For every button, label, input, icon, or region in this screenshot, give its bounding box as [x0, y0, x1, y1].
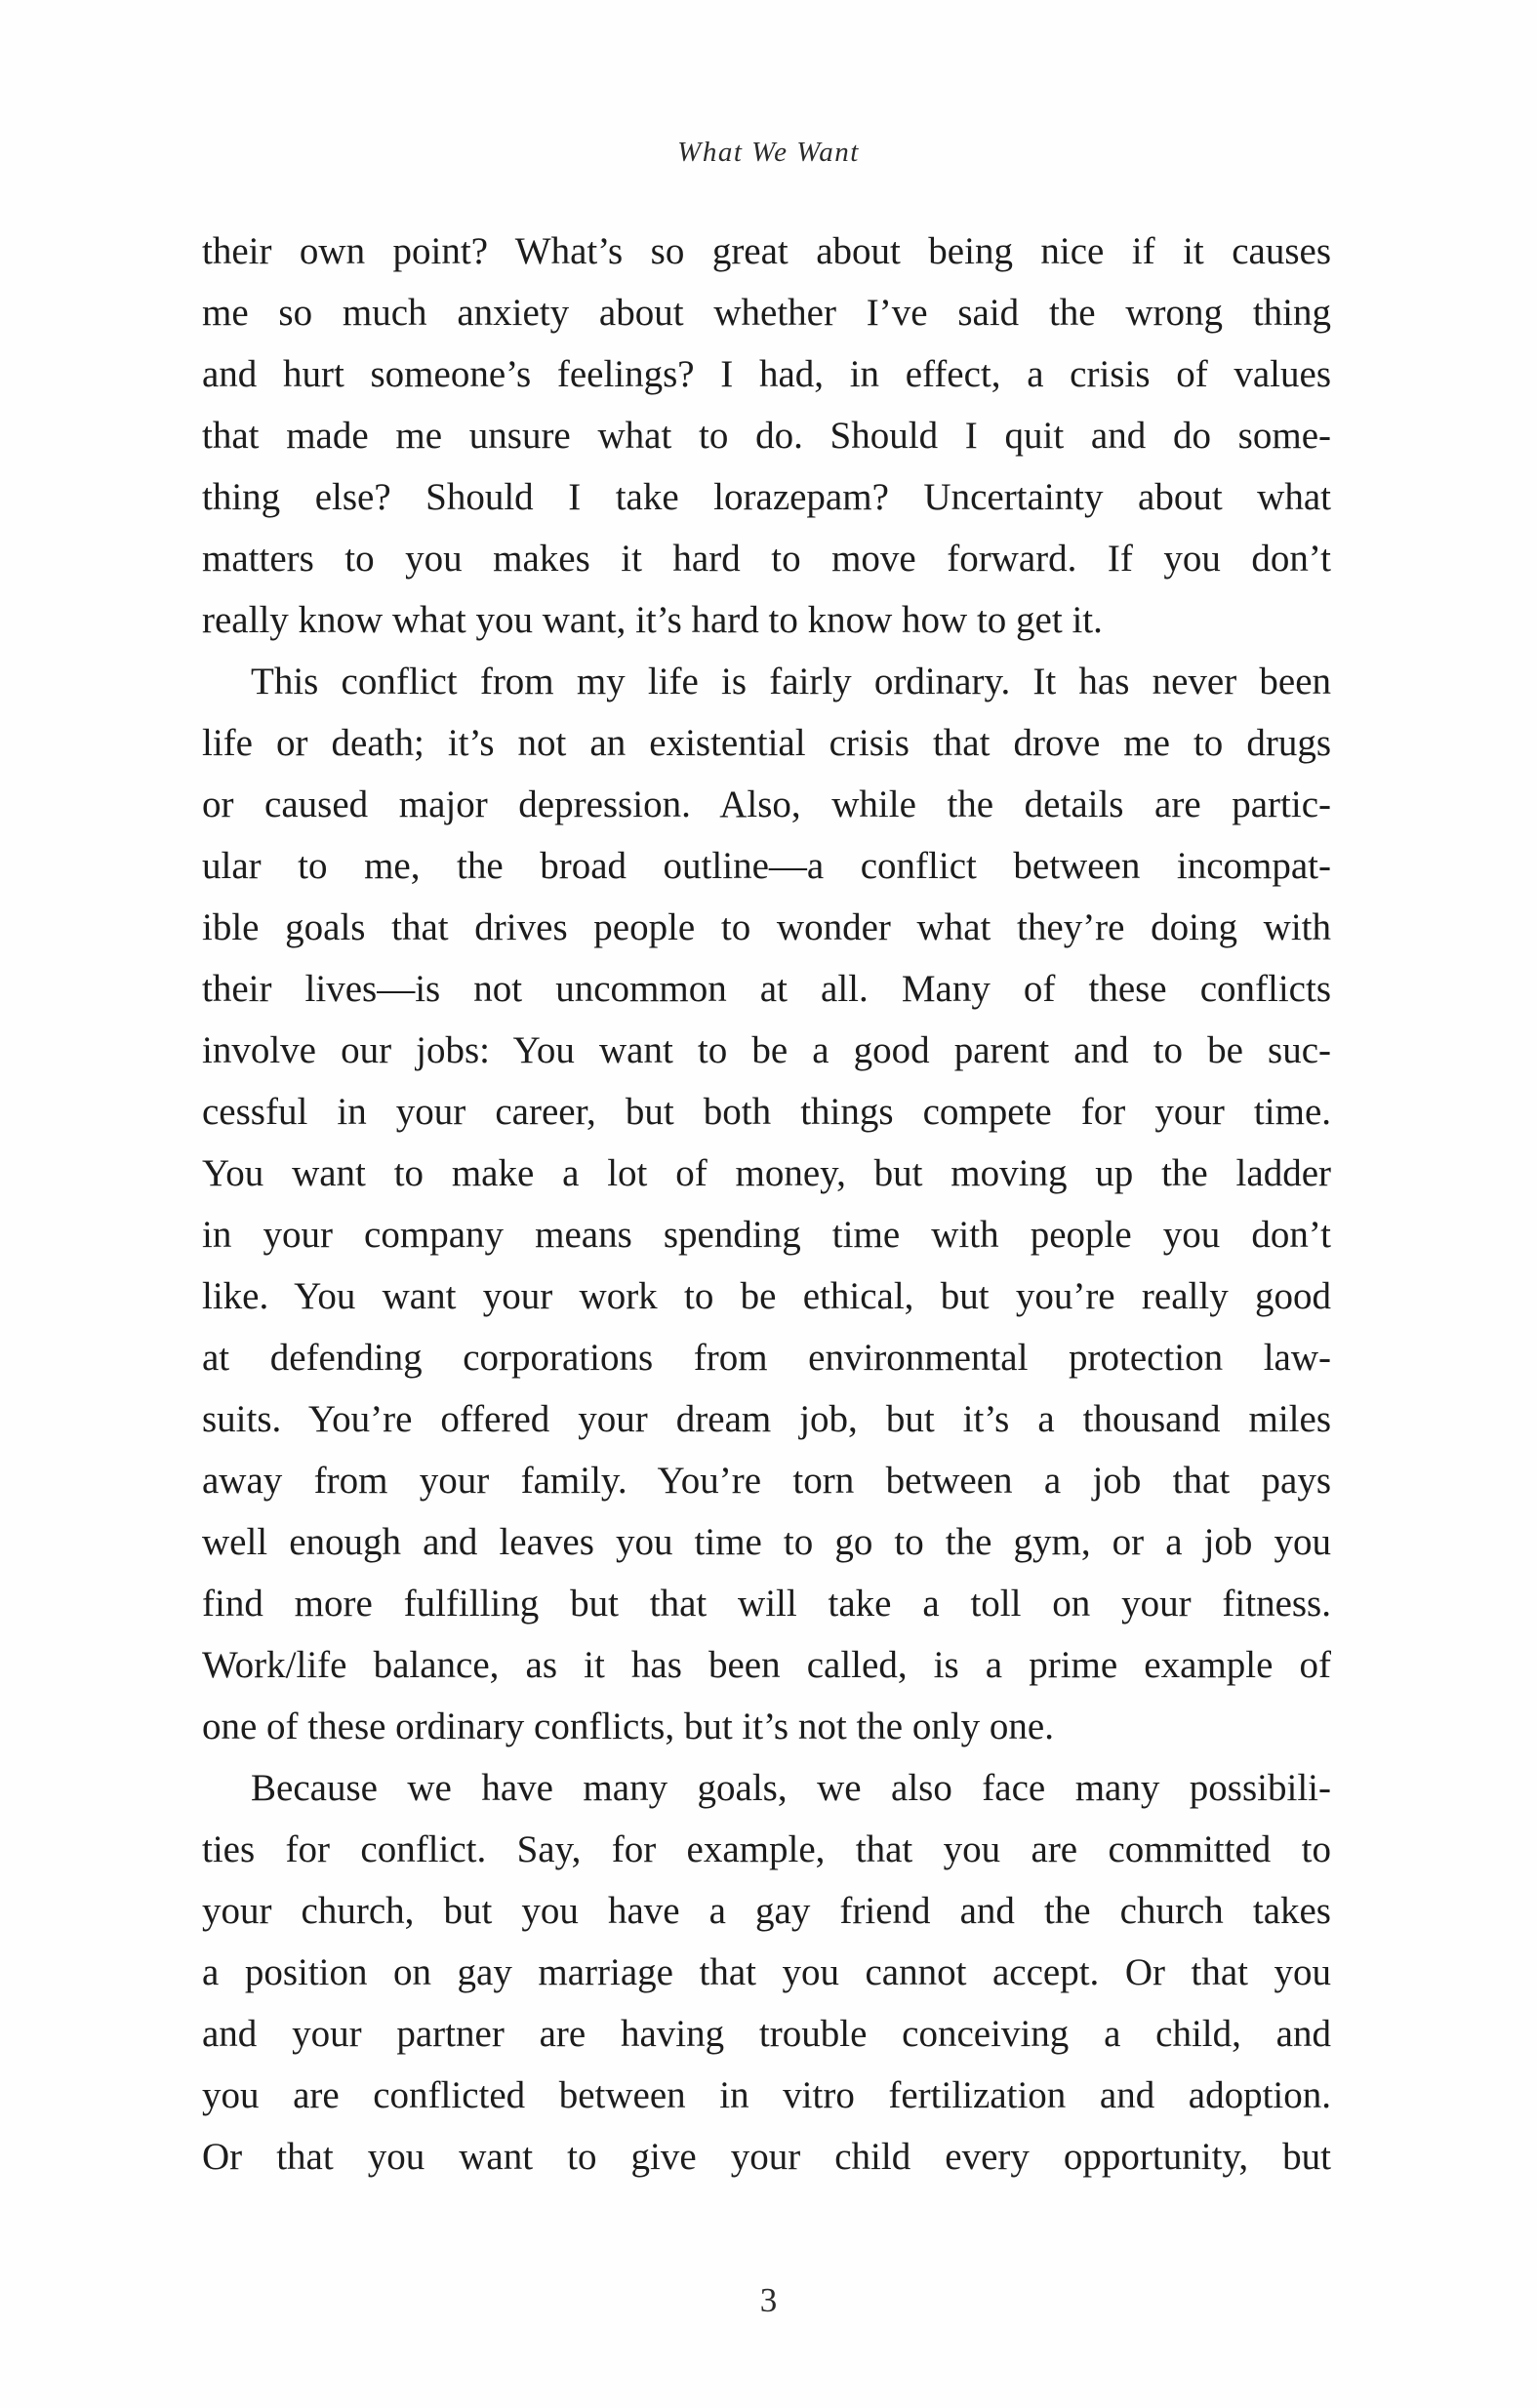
text-line: involve our jobs: You want to be a good parent and to be suc- [202, 1029, 1331, 1071]
page-number: 3 [759, 2281, 778, 2319]
text-line: you are conflicted between in vitro fertilization and adoption. [202, 2074, 1331, 2116]
text-line: well enough and leaves you time to go to the gym, or a job you [202, 1521, 1331, 1563]
text-line: cessful in your career, but both things compete for your time. [202, 1091, 1331, 1133]
text-line: ties for conflict. Say, for example, that you are committed to [202, 1828, 1331, 1870]
text-line: me so much anxiety about whether I’ve said the wrong thing [202, 292, 1331, 334]
text-line: ular to me, the broad outline—a conflict between incompat- [202, 845, 1331, 887]
text-line: like. You want your work to be ethical, but you’re really good [202, 1275, 1331, 1317]
text-line: You want to make a lot of money, but moving up the ladder [202, 1152, 1331, 1194]
text-line: a position on gay marriage that you cannot accept. Or that you [202, 1951, 1331, 1993]
text-line: that made me unsure what to do. Should I quit and do some- [202, 415, 1331, 457]
text-line: ible goals that drives people to wonder what they’re doing with [202, 906, 1331, 948]
text-line: at defending corporations from environmental protection law- [202, 1337, 1331, 1379]
text-line: your church, but you have a gay friend and the church takes [202, 1890, 1331, 1932]
text-line: one of these ordinary conflicts, but it’s not the only one. [202, 1706, 1054, 1747]
text-line: or caused major depression. Also, while the details are partic- [202, 783, 1331, 825]
text-line: Work/life balance, as it has been called, is a prime example of [202, 1644, 1331, 1686]
body-text [202, 221, 1331, 2187]
text-line: and hurt someone’s feelings? I had, in effect, a crisis of values [202, 353, 1331, 395]
text-line: thing else? Should I take lorazepam? Uncertainty about what [202, 476, 1331, 518]
text-line: Because we have many goals, we also face many possibili- [251, 1767, 1331, 1809]
text-line: their own point? What’s so great about being nice if it causes [202, 230, 1331, 272]
text-line: and your partner are having trouble conceiving a child, and [202, 2013, 1331, 2055]
text-line: This conflict from my life is fairly ordinary. It has never been [251, 661, 1331, 702]
text-line: their lives—is not uncommon at all. Many of these conflicts [202, 968, 1331, 1010]
text-line: Or that you want to give your child every opportunity, but [202, 2136, 1331, 2178]
text-line: in your company means spending time with people you don’t [202, 1214, 1331, 1256]
text-line: suits. You’re offered your dream job, but it’s a thousand miles [202, 1398, 1331, 1440]
text-line: matters to you makes it hard to move forward. If you don’t [202, 538, 1331, 580]
running-head: What We Want [677, 137, 860, 168]
text-line: away from your family. You’re torn between a job that pays [202, 1460, 1331, 1502]
text-line: really know what you want, it’s hard to know how to get it. [202, 599, 1103, 641]
text-line: find more fulfilling but that will take a toll on your fitness. [202, 1583, 1331, 1625]
text-line: life or death; it’s not an existential crisis that drove me to drugs [202, 722, 1331, 764]
